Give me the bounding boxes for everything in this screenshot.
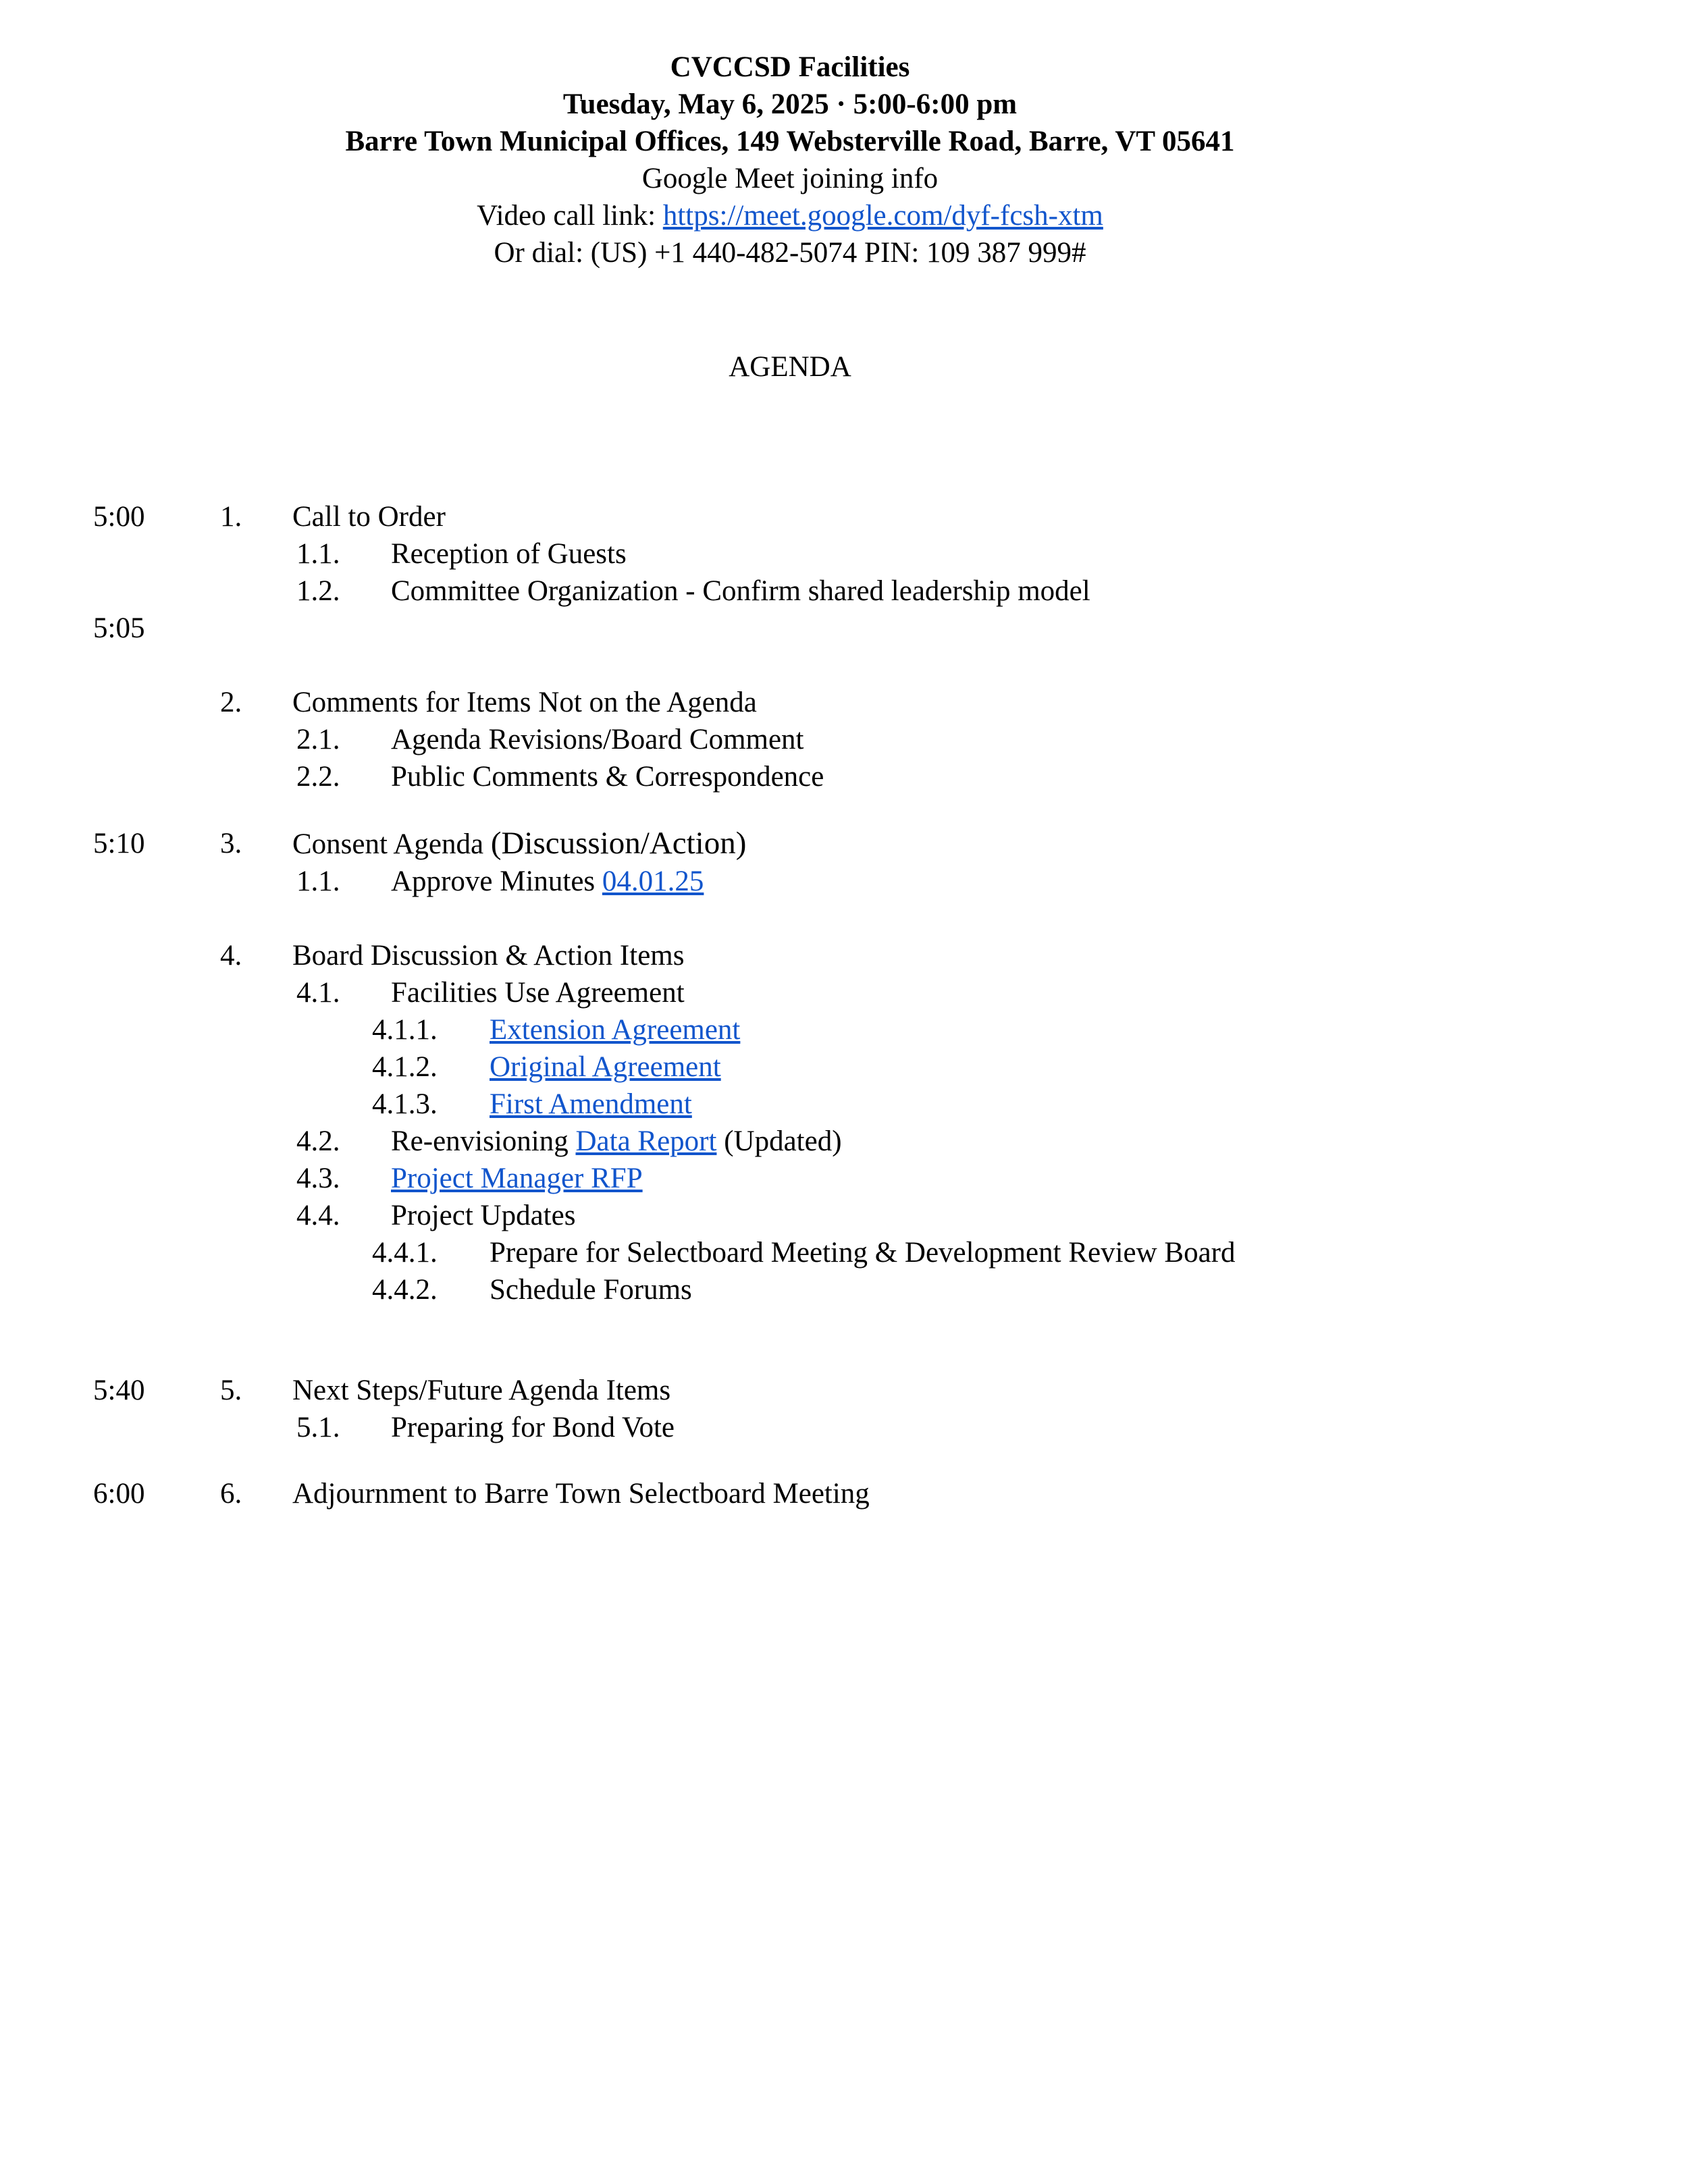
item-number: 6. — [220, 1478, 242, 1510]
item-text — [391, 1123, 842, 1160]
item-text-main: Consent Agenda — [292, 828, 491, 860]
item-number: 5.1. — [296, 1412, 340, 1443]
agenda-item-4-4 — [0, 1197, 1688, 1234]
item-text: Facilities Use Agreement — [391, 977, 685, 1009]
item-text — [391, 1160, 643, 1197]
item-text: Comments for Items Not on the Agenda — [292, 687, 757, 718]
item-number: 2.1. — [296, 724, 340, 755]
item-text-note: (Discussion/Action) — [490, 826, 747, 861]
item-number: 2. — [220, 687, 242, 718]
item-number: 4.3. — [296, 1163, 340, 1194]
item-text — [490, 1086, 692, 1123]
item-text-main: Re-envisioning — [391, 1125, 576, 1157]
agenda-item-2 — [0, 684, 1688, 721]
meeting-title: CVCCSD Facilities — [670, 51, 910, 83]
item-number: 4. — [220, 940, 242, 971]
item-time: 6:00 — [93, 1478, 145, 1510]
agenda-item-4-1-3 — [0, 1086, 1688, 1123]
item-text: Reception of Guests — [391, 538, 627, 570]
project-manager-rfp-link[interactable]: Project Manager RFP — [391, 1163, 643, 1194]
item-number: 4.1.1. — [372, 1014, 438, 1046]
video-call-label: Video call link: — [477, 200, 663, 232]
original-agreement-link[interactable]: Original Agreement — [490, 1051, 721, 1083]
agenda-item-3 — [0, 825, 1688, 862]
item-text: Next Steps/Future Agenda Items — [292, 1375, 671, 1406]
item-number: 4.4. — [296, 1200, 340, 1231]
item-number: 2.2. — [296, 761, 340, 793]
meet-joining-info: Google Meet joining info — [641, 163, 939, 194]
agenda-heading: AGENDA — [729, 351, 851, 383]
item-number: 1.2. — [296, 575, 340, 607]
item-time: 5:00 — [93, 501, 145, 533]
item-time: 5:40 — [93, 1375, 145, 1406]
agenda-item-4-4-2 — [0, 1271, 1688, 1308]
video-call-link[interactable]: https://meet.google.com/dyf-fcsh-xtm — [662, 200, 1103, 232]
first-amendment-link[interactable]: First Amendment — [490, 1088, 692, 1120]
agenda-item-4-1 — [0, 974, 1688, 1011]
item-text: Adjournment to Barre Town Selectboard Meeting — [292, 1478, 870, 1510]
agenda-item-4-1-1 — [0, 1011, 1688, 1048]
item-number: 4.1. — [296, 977, 340, 1009]
item-number: 4.4.1. — [372, 1237, 438, 1269]
item-text: Schedule Forums — [490, 1274, 692, 1306]
document-header — [0, 49, 1580, 271]
agenda-item-1-2 — [0, 572, 1688, 610]
agenda-item-4-1-2 — [0, 1048, 1688, 1086]
item-text: Call to Order — [292, 501, 446, 533]
item-text: Project Updates — [391, 1200, 576, 1231]
agenda-time-marker — [0, 610, 1688, 647]
item-number: 4.4.2. — [372, 1274, 438, 1306]
agenda-item-4-4-1 — [0, 1234, 1688, 1271]
item-time: 5:10 — [93, 828, 145, 859]
agenda-item-4 — [0, 937, 1688, 974]
item-text: Preparing for Bond Vote — [391, 1412, 675, 1443]
item-text: Agenda Revisions/Board Comment — [391, 724, 804, 755]
agenda-item-2-2 — [0, 758, 1688, 795]
item-number: 1.1. — [296, 538, 340, 570]
item-text — [391, 863, 704, 900]
extension-agreement-link[interactable]: Extension Agreement — [490, 1014, 741, 1046]
agenda-item-4-2 — [0, 1123, 1688, 1160]
item-number: 1. — [220, 501, 242, 533]
agenda-item-2-1 — [0, 721, 1688, 758]
item-text: Prepare for Selectboard Meeting & Development Review Board — [490, 1237, 1236, 1269]
item-text: Board Discussion & Action Items — [292, 940, 685, 971]
agenda-item-1-1 — [0, 535, 1688, 572]
item-text-main: Approve Minutes — [391, 865, 602, 897]
data-report-link[interactable]: Data Report — [575, 1125, 717, 1157]
agenda-item-5 — [0, 1372, 1688, 1409]
item-number: 4.1.3. — [372, 1088, 438, 1120]
item-number: 5. — [220, 1375, 242, 1406]
minutes-link[interactable]: 04.01.25 — [602, 865, 704, 897]
item-time: 5:05 — [93, 612, 145, 644]
agenda-item-1 — [0, 498, 1688, 535]
dial-in-info: Or dial: (US) +1 440-482-5074 PIN: 109 387 999# — [494, 237, 1086, 269]
item-text — [292, 825, 746, 863]
item-text — [490, 1011, 740, 1048]
item-text — [490, 1048, 721, 1086]
item-number: 3. — [220, 828, 242, 859]
item-text: Public Comments & Correspondence — [391, 761, 824, 793]
agenda-item-6 — [0, 1475, 1688, 1512]
meeting-date-time: Tuesday, May 6, 2025 · 5:00-6:00 pm — [562, 88, 1018, 120]
item-text-suffix: (Updated) — [716, 1125, 842, 1157]
video-call-line — [0, 197, 1580, 234]
agenda-item-5-1 — [0, 1409, 1688, 1446]
agenda-item-4-3 — [0, 1160, 1688, 1197]
item-text: Committee Organization - Confirm shared leadership model — [391, 575, 1090, 607]
item-number: 1.1. — [296, 865, 340, 897]
meeting-location: Barre Town Municipal Offices, 149 Websterville Road, Barre, VT 05641 — [345, 126, 1235, 157]
agenda-item-3-1 — [0, 863, 1688, 900]
item-number: 4.1.2. — [372, 1051, 438, 1083]
item-number: 4.2. — [296, 1125, 340, 1157]
